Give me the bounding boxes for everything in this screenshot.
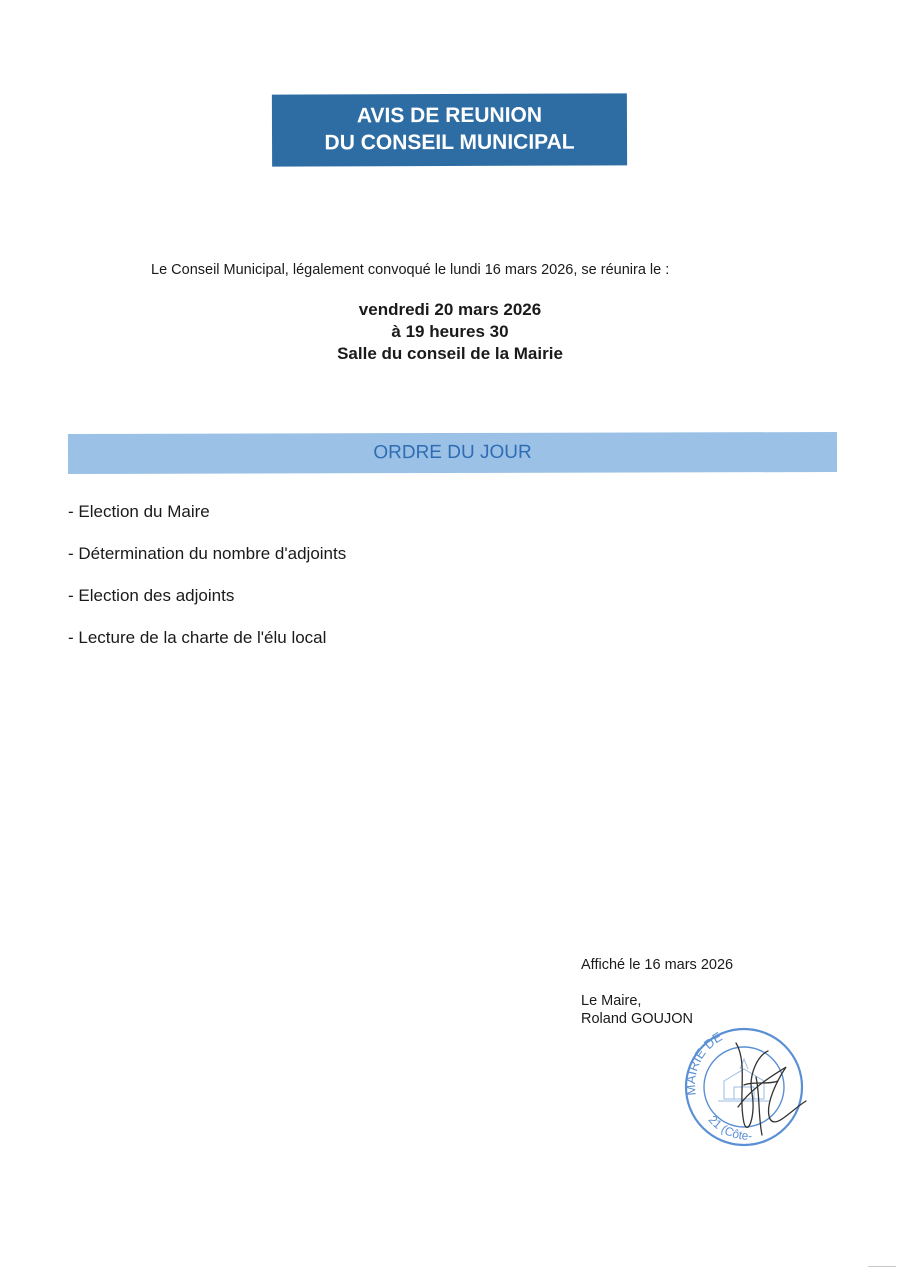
agenda-header-bar xyxy=(68,432,837,474)
agenda-item: - Election des adjoints xyxy=(68,584,346,626)
agenda-title: ORDRE DU JOUR xyxy=(373,441,532,464)
meeting-time: à 19 heures 30 xyxy=(391,322,509,341)
posted-date: Affiché le 16 mars 2026 xyxy=(581,957,734,973)
convocation-text: Le Conseil Municipal, légalement convoqué le lundi 16 mars 2026, se réunira le : xyxy=(151,262,670,278)
scan-edge-mark xyxy=(868,1266,896,1267)
signature-block xyxy=(581,992,693,1028)
notice-title-box xyxy=(272,93,627,166)
seal-emblem xyxy=(718,1059,770,1101)
town-hall-seal-stamp xyxy=(678,1015,818,1150)
signer-role: Le Maire, xyxy=(581,993,642,1009)
seal-text-bottom xyxy=(706,1113,753,1143)
notice-title-line1: AVIS DE REUNION xyxy=(356,103,543,128)
seal-text-bottom-path: 21 (Côte- xyxy=(705,1112,753,1143)
agenda-item: - Détermination du nombre d'adjoints xyxy=(68,542,346,584)
meeting-details xyxy=(270,299,630,365)
meeting-place: Salle du conseil de la Mairie xyxy=(337,344,563,363)
agenda-list xyxy=(68,500,346,668)
agenda-item: - Lecture de la charte de l'élu local xyxy=(68,626,346,668)
notice-title-line2: DU CONSEIL MUNICIPAL xyxy=(324,130,575,155)
seal-text-top-path: MAIRIE DE xyxy=(682,1028,725,1097)
agenda-item: - Election du Maire xyxy=(68,500,346,542)
meeting-date: vendredi 20 mars 2026 xyxy=(358,300,542,319)
signer-name: Roland GOUJON xyxy=(581,1011,694,1027)
